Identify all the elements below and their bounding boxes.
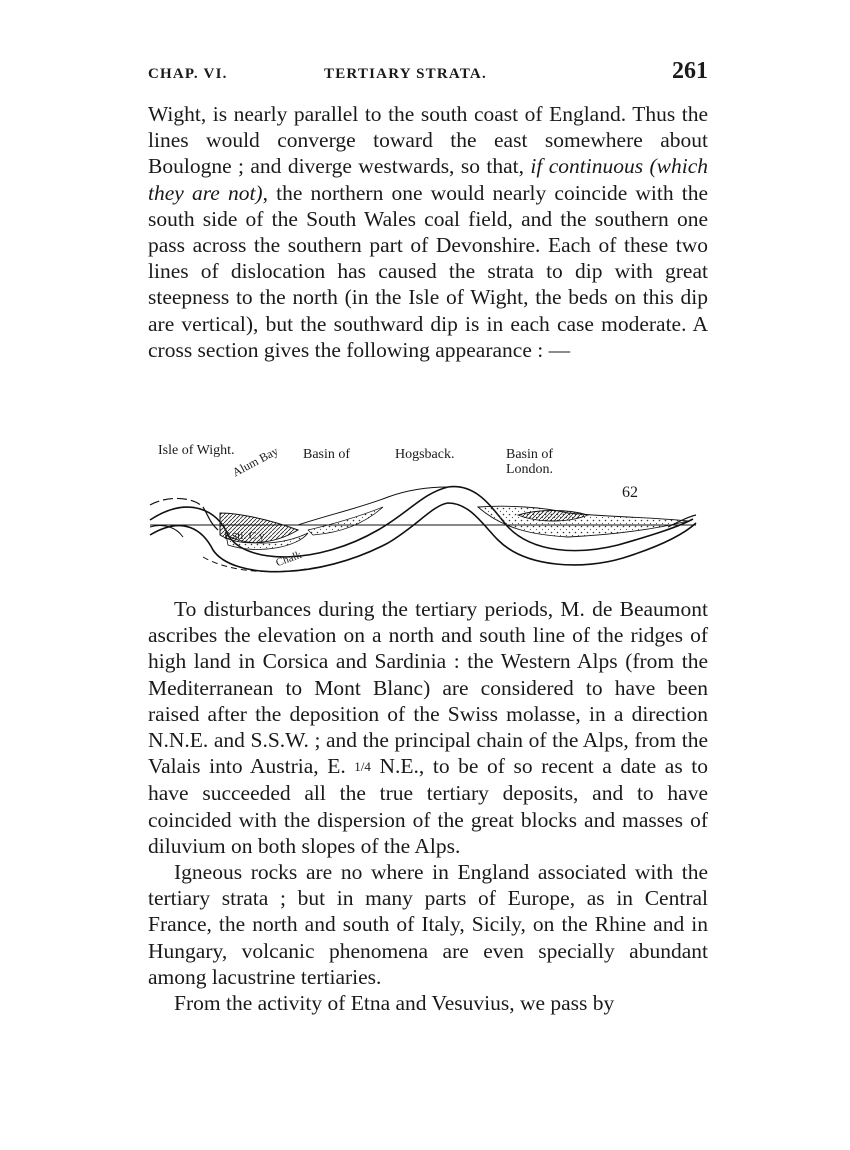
fraction-quarter: 1/4 [354, 759, 371, 775]
label-chalk: Chalk [274, 548, 304, 570]
chapter-label: CHAP. VI. [148, 66, 228, 82]
label-basin-of-1: Basin of [303, 447, 351, 462]
paragraph-2-text-b: N.E., to be of so recent a date as to have succeeded all the true tertiary deposits, and to have coincided with the dispersion of the great blocks and masses of diluvium on both slopes of the Alps. [148, 754, 709, 858]
left-outcrop-1 [150, 498, 203, 507]
page-number: 261 [672, 58, 708, 84]
paragraph-3: Igneous rocks are no where in England associated with the tertiary strata ; but in many parts of Europe, as in Central France, the north and south of Italy, Sicily, on the Rhine and in Hungary, volcanic phenomena are even specially abundant among lacustrine tertiaries. [148, 860, 708, 989]
paragraph-1 [148, 101, 708, 363]
paragraph-2-text-a: To disturbances during the tertiary periods, M. de Beaumont ascribes the elevation on a north and south line of the ridges of high land in Corsica and Sardinia : the Western Alps (from the Mediterranean to Mont Blanc) are considered to have been raised after the deposition of the Swiss molasse, in a direction N.N.E. and S.S.W. ; and the principal chain of the Alps, from the Valais into Austria, E. [148, 597, 708, 779]
cross-section-figure [148, 435, 708, 585]
paragraph-1-text-a: Wight, is nearly parallel to the south coast of England. Thus the lines would converge toward the east somewhere about Boulogne ; and diverge westwards, so that, [148, 102, 708, 179]
running-title: TERTIARY STRATA. [324, 66, 487, 82]
label-london: London. [506, 462, 554, 477]
label-plastic-clay: P.ꜱti. C y [224, 530, 265, 542]
paragraph-1-text-b: , the northern one would nearly coincide with the south side of the South Wales coal field, and the southern one pass across the southern part of Devonshire. Each of these two lines of dislocation has caused the strata to dip with great steepness to the north (in the Isle of Wight, the beds on this dip are vertical), but the southward dip is in each case moderate. A cross section gives the following appearance : — [148, 180, 708, 362]
figure-number: 62 [622, 484, 638, 501]
london-basin-beds [478, 506, 688, 537]
paragraphs-block [148, 596, 708, 1016]
paragraph-2 [148, 596, 708, 859]
label-alum-bay: Alum Bay [230, 443, 281, 480]
label-hogsback: Hogsback. [395, 447, 455, 462]
basin1-surface [298, 487, 448, 525]
running-header [148, 58, 708, 88]
paragraph-1-italic: if continuous (which they are not) [148, 154, 708, 205]
label-basin-of-2: Basin of [506, 447, 554, 462]
label-isle-of-wight: Isle of Wight. [158, 443, 235, 458]
left-outcrop-2 [203, 507, 218, 530]
paragraph-4: From the activity of Etna and Vesuvius, we pass by [174, 991, 615, 1016]
